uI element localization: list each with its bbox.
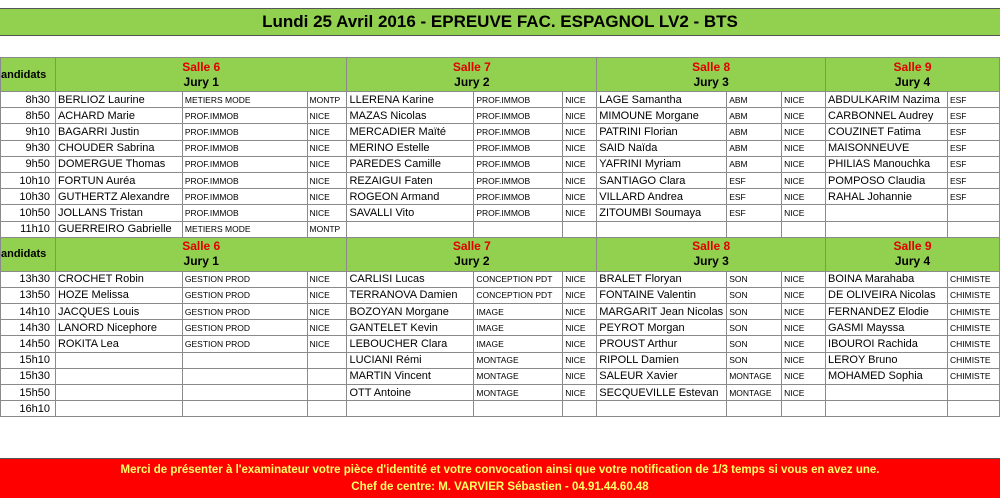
candidate-cell: MIMOUNE Morgane — [597, 108, 727, 124]
candidate-cell: PEYROT Morgan — [597, 320, 727, 336]
info-cell: MONTAGE — [727, 368, 782, 384]
info-cell: MONTAGE — [474, 368, 563, 384]
candidate-cell: MOHAMED Sophia — [826, 368, 948, 384]
info-cell: NICE — [782, 287, 826, 303]
info-cell: ESF — [947, 140, 999, 156]
slot-row — [1, 205, 1000, 221]
candidate-cell — [826, 385, 948, 401]
info-cell: ABM — [727, 140, 782, 156]
jury-label: Jury 2 — [454, 74, 490, 89]
info-cell — [307, 352, 347, 368]
info-cell: NICE — [563, 92, 597, 108]
info-cell: NICE — [563, 336, 597, 352]
info-cell: PROF.IMMOB — [182, 140, 307, 156]
info-cell: METIERS MODE — [182, 92, 307, 108]
salle-header — [55, 237, 347, 271]
info-cell: NICE — [782, 271, 826, 287]
info-cell: SON — [727, 320, 782, 336]
candidate-cell: VILLARD Andrea — [597, 189, 727, 205]
time-cell: 15h10 — [1, 352, 56, 368]
time-cell: 9h30 — [1, 140, 56, 156]
info-cell: PROF.IMMOB — [474, 156, 563, 172]
candidate-cell: JACQUES Louis — [55, 304, 182, 320]
candidate-cell: SALEUR Xavier — [597, 368, 727, 384]
candidate-cell: POMPOSO Claudia — [826, 172, 948, 188]
jury-label: Jury 2 — [454, 254, 490, 269]
candidats-header: andidats — [1, 237, 56, 271]
info-cell: ESF — [947, 108, 999, 124]
info-cell: PROF.IMMOB — [182, 205, 307, 221]
info-cell: PROF.IMMOB — [474, 92, 563, 108]
info-cell: CHIMISTE — [947, 320, 999, 336]
slot-row — [1, 336, 1000, 352]
slot-row — [1, 221, 1000, 237]
info-cell: NICE — [307, 156, 347, 172]
info-cell: SON — [727, 304, 782, 320]
info-cell: MONTAGE — [727, 385, 782, 401]
candidate-cell: BERLIOZ Laurine — [55, 92, 182, 108]
info-cell: PROF.IMMOB — [474, 172, 563, 188]
time-cell: 15h30 — [1, 368, 56, 384]
info-cell: CONCEPTION PDT — [474, 287, 563, 303]
info-cell: GESTION PROD — [182, 287, 307, 303]
info-cell: NICE — [307, 189, 347, 205]
info-cell: NICE — [307, 205, 347, 221]
time-cell: 15h50 — [1, 385, 56, 401]
info-cell — [182, 385, 307, 401]
info-cell: GESTION PROD — [182, 304, 307, 320]
candidate-cell: GASMI Mayssa — [826, 320, 948, 336]
candidate-cell — [55, 352, 182, 368]
candidate-cell: LUCIANI Rémi — [347, 352, 474, 368]
info-cell — [307, 401, 347, 417]
candidate-cell: GANTELET Kevin — [347, 320, 474, 336]
info-cell: CONCEPTION PDT — [474, 271, 563, 287]
salle-label: Salle 7 — [452, 59, 491, 74]
info-cell — [727, 401, 782, 417]
candidate-cell: ROGEON Armand — [347, 189, 474, 205]
candidate-cell: LEBOUCHER Clara — [347, 336, 474, 352]
candidate-cell: LLERENA Karine — [347, 92, 474, 108]
candidate-cell: PROUST Arthur — [597, 336, 727, 352]
candidate-cell: LANORD Nicephore — [55, 320, 182, 336]
slot-row — [1, 124, 1000, 140]
info-cell: NICE — [307, 336, 347, 352]
info-cell: PROF.IMMOB — [474, 205, 563, 221]
info-cell: NICE — [563, 385, 597, 401]
time-cell: 14h50 — [1, 336, 56, 352]
info-cell: MONTP — [307, 221, 347, 237]
info-cell: NICE — [782, 205, 826, 221]
info-cell: NICE — [307, 304, 347, 320]
salle-label: Salle 6 — [182, 239, 221, 254]
info-cell — [182, 352, 307, 368]
candidate-cell — [826, 221, 948, 237]
salle-label: Salle 9 — [893, 59, 932, 74]
candidate-cell: ZITOUMBI Soumaya — [597, 205, 727, 221]
salle-header-row — [1, 237, 1000, 271]
candidate-cell: BOINA Marahaba — [826, 271, 948, 287]
info-cell: NICE — [563, 140, 597, 156]
info-cell: NICE — [782, 304, 826, 320]
candidate-cell — [55, 368, 182, 384]
info-cell — [727, 221, 782, 237]
info-cell: NICE — [782, 172, 826, 188]
salle-label: Salle 9 — [893, 239, 932, 254]
slot-row — [1, 172, 1000, 188]
salle-header — [826, 237, 1000, 271]
schedule-table — [0, 57, 1000, 417]
slot-row — [1, 352, 1000, 368]
candidate-cell: SAVALLI Vito — [347, 205, 474, 221]
time-cell: 8h50 — [1, 108, 56, 124]
time-cell: 9h50 — [1, 156, 56, 172]
info-cell: ESF — [947, 124, 999, 140]
info-cell: MONTAGE — [474, 352, 563, 368]
candidate-cell: COUZINET Fatima — [826, 124, 948, 140]
candidate-cell: MERCADIER Maïté — [347, 124, 474, 140]
info-cell: CHIMISTE — [947, 336, 999, 352]
time-cell: 10h50 — [1, 205, 56, 221]
time-cell: 14h30 — [1, 320, 56, 336]
info-cell: PROF.IMMOB — [182, 156, 307, 172]
info-cell: METIERS MODE — [182, 221, 307, 237]
candidate-cell — [55, 401, 182, 417]
info-cell: NICE — [563, 320, 597, 336]
info-cell: NICE — [307, 140, 347, 156]
info-cell — [782, 401, 826, 417]
info-cell: SON — [727, 352, 782, 368]
info-cell: CHIMISTE — [947, 304, 999, 320]
info-cell: ESF — [727, 189, 782, 205]
candidate-cell: HOZE Melissa — [55, 287, 182, 303]
info-cell: CHIMISTE — [947, 352, 999, 368]
info-cell: PROF.IMMOB — [474, 189, 563, 205]
info-cell: NICE — [307, 108, 347, 124]
time-cell: 16h10 — [1, 401, 56, 417]
footer-banner — [0, 458, 1000, 498]
info-cell: ESF — [947, 156, 999, 172]
info-cell: NICE — [782, 336, 826, 352]
info-cell: NICE — [563, 368, 597, 384]
candidate-cell: PAREDES Camille — [347, 156, 474, 172]
candidate-cell: ROKITA Lea — [55, 336, 182, 352]
candidate-cell: MAISONNEUVE — [826, 140, 948, 156]
info-cell: CHIMISTE — [947, 368, 999, 384]
candidats-header: andidats — [1, 58, 56, 92]
salle-header — [347, 58, 597, 92]
time-cell: 9h10 — [1, 124, 56, 140]
info-cell: SON — [727, 336, 782, 352]
slot-row — [1, 271, 1000, 287]
info-cell: ESF — [727, 172, 782, 188]
candidate-cell: CHOUDER Sabrina — [55, 140, 182, 156]
footer-contact: Chef de centre: M. VARVIER Sébastien - 04.91.44.60.48 — [351, 480, 649, 493]
candidate-cell: MARTIN Vincent — [347, 368, 474, 384]
info-cell: ESF — [947, 172, 999, 188]
info-cell: NICE — [563, 108, 597, 124]
jury-label: Jury 1 — [183, 254, 219, 269]
info-cell: NICE — [307, 124, 347, 140]
candidate-cell: BAGARRI Justin — [55, 124, 182, 140]
candidate-cell: PHILIAS Manouchka — [826, 156, 948, 172]
info-cell: PROF.IMMOB — [474, 140, 563, 156]
candidate-cell — [347, 401, 474, 417]
candidate-cell: RAHAL Johannie — [826, 189, 948, 205]
info-cell: ABM — [727, 156, 782, 172]
info-cell — [947, 401, 999, 417]
slot-row — [1, 320, 1000, 336]
info-cell: CHIMISTE — [947, 287, 999, 303]
info-cell — [474, 401, 563, 417]
info-cell: GESTION PROD — [182, 336, 307, 352]
info-cell: IMAGE — [474, 336, 563, 352]
candidate-cell — [597, 221, 727, 237]
info-cell: NICE — [782, 385, 826, 401]
candidate-cell: REZAIGUI Faten — [347, 172, 474, 188]
candidate-cell: OTT Antoine — [347, 385, 474, 401]
info-cell: GESTION PROD — [182, 271, 307, 287]
info-cell: NICE — [782, 320, 826, 336]
info-cell: MONTAGE — [474, 385, 563, 401]
info-cell: ESF — [727, 205, 782, 221]
info-cell: NICE — [563, 352, 597, 368]
candidate-cell: MARGARIT Jean Nicolas — [597, 304, 727, 320]
info-cell: NICE — [782, 368, 826, 384]
info-cell: NICE — [563, 156, 597, 172]
info-cell: NICE — [563, 172, 597, 188]
info-cell — [563, 221, 597, 237]
info-cell: ESF — [947, 92, 999, 108]
info-cell: ABM — [727, 108, 782, 124]
candidate-cell — [347, 221, 474, 237]
slot-row — [1, 385, 1000, 401]
candidate-cell: SECQUEVILLE Estevan — [597, 385, 727, 401]
info-cell — [947, 205, 999, 221]
candidate-cell: PATRINI Florian — [597, 124, 727, 140]
candidate-cell: JOLLANS Tristan — [55, 205, 182, 221]
info-cell: NICE — [307, 287, 347, 303]
info-cell: NICE — [563, 287, 597, 303]
jury-label: Jury 3 — [693, 254, 729, 269]
candidate-cell: TERRANOVA Damien — [347, 287, 474, 303]
info-cell: NICE — [307, 271, 347, 287]
info-cell: PROF.IMMOB — [474, 124, 563, 140]
salle-header — [55, 58, 347, 92]
jury-label: Jury 4 — [894, 74, 931, 89]
info-cell — [563, 401, 597, 417]
info-cell: IMAGE — [474, 320, 563, 336]
info-cell: NICE — [782, 92, 826, 108]
candidate-cell: YAFRINI Myriam — [597, 156, 727, 172]
candidate-cell — [826, 205, 948, 221]
candidate-cell: RIPOLL Damien — [597, 352, 727, 368]
candidate-cell: FONTAINE Valentin — [597, 287, 727, 303]
info-cell — [182, 368, 307, 384]
slot-row — [1, 287, 1000, 303]
salle-label: Salle 8 — [692, 239, 731, 254]
slot-row — [1, 368, 1000, 384]
time-cell: 10h30 — [1, 189, 56, 205]
info-cell: ABM — [727, 92, 782, 108]
info-cell: GESTION PROD — [182, 320, 307, 336]
candidate-cell: DE OLIVEIRA Nicolas — [826, 287, 948, 303]
info-cell: NICE — [563, 189, 597, 205]
info-cell: NICE — [782, 108, 826, 124]
salle-label: Salle 8 — [692, 59, 731, 74]
info-cell: PROF.IMMOB — [182, 189, 307, 205]
info-cell: SON — [727, 287, 782, 303]
time-cell: 10h10 — [1, 172, 56, 188]
time-cell: 14h10 — [1, 304, 56, 320]
jury-label: Jury 4 — [894, 254, 931, 269]
slot-row — [1, 156, 1000, 172]
time-cell: 13h50 — [1, 287, 56, 303]
candidate-cell — [597, 401, 727, 417]
info-cell: ABM — [727, 124, 782, 140]
slot-row — [1, 401, 1000, 417]
salle-header — [597, 237, 826, 271]
slot-row — [1, 140, 1000, 156]
info-cell: IMAGE — [474, 304, 563, 320]
candidate-cell: CARBONNEL Audrey — [826, 108, 948, 124]
salle-header-row — [1, 58, 1000, 92]
info-cell: CHIMISTE — [947, 271, 999, 287]
info-cell — [307, 368, 347, 384]
info-cell: NICE — [782, 124, 826, 140]
candidate-cell: GUERREIRO Gabrielle — [55, 221, 182, 237]
info-cell: NICE — [563, 271, 597, 287]
info-cell: SON — [727, 271, 782, 287]
info-cell: NICE — [563, 304, 597, 320]
candidate-cell — [55, 385, 182, 401]
info-cell — [947, 221, 999, 237]
info-cell — [474, 221, 563, 237]
info-cell: NICE — [307, 320, 347, 336]
jury-label: Jury 3 — [693, 74, 729, 89]
info-cell: NICE — [782, 189, 826, 205]
slot-row — [1, 304, 1000, 320]
salle-label: Salle 6 — [182, 59, 221, 74]
footer-notice: Merci de présenter à l'examinateur votre pièce d'identité et votre convocation ainsi que votre notification de 1/3 temps si vous en avez une. — [120, 463, 880, 476]
candidate-cell: ACHARD Marie — [55, 108, 182, 124]
info-cell: NICE — [782, 140, 826, 156]
info-cell: ESF — [947, 189, 999, 205]
info-cell: PROF.IMMOB — [182, 124, 307, 140]
info-cell: MONTP — [307, 92, 347, 108]
info-cell: PROF.IMMOB — [182, 172, 307, 188]
info-cell — [182, 401, 307, 417]
candidate-cell: LAGE Samantha — [597, 92, 727, 108]
info-cell: PROF.IMMOB — [182, 108, 307, 124]
candidate-cell: CROCHET Robin — [55, 271, 182, 287]
time-cell: 13h30 — [1, 271, 56, 287]
candidate-cell: BRALET Floryan — [597, 271, 727, 287]
slot-row — [1, 189, 1000, 205]
jury-label: Jury 1 — [183, 74, 219, 89]
candidate-cell — [826, 401, 948, 417]
salle-header — [347, 237, 597, 271]
candidate-cell: CARLISI Lucas — [347, 271, 474, 287]
salle-header — [597, 58, 826, 92]
candidate-cell: DOMERGUE Thomas — [55, 156, 182, 172]
candidate-cell: IBOUROI Rachida — [826, 336, 948, 352]
candidate-cell: BOZOYAN Morgane — [347, 304, 474, 320]
time-cell: 8h30 — [1, 92, 56, 108]
candidate-cell: SAID Naïda — [597, 140, 727, 156]
info-cell: PROF.IMMOB — [474, 108, 563, 124]
candidate-cell: SANTIAGO Clara — [597, 172, 727, 188]
candidate-cell: MAZAS Nicolas — [347, 108, 474, 124]
candidate-cell: FERNANDEZ Elodie — [826, 304, 948, 320]
info-cell — [782, 221, 826, 237]
candidate-cell: GUTHERTZ Alexandre — [55, 189, 182, 205]
slot-row — [1, 92, 1000, 108]
candidate-cell: LEROY Bruno — [826, 352, 948, 368]
info-cell: NICE — [563, 124, 597, 140]
page-title: Lundi 25 Avril 2016 - EPREUVE FAC. ESPAGNOL LV2 - BTS — [0, 8, 1000, 36]
info-cell: NICE — [782, 156, 826, 172]
schedule-body — [1, 58, 1000, 417]
info-cell: NICE — [782, 352, 826, 368]
candidate-cell: FORTUN Auréa — [55, 172, 182, 188]
slot-row — [1, 108, 1000, 124]
info-cell — [307, 385, 347, 401]
candidate-cell: ABDULKARIM Nazima — [826, 92, 948, 108]
salle-label: Salle 7 — [452, 239, 491, 254]
info-cell: NICE — [307, 172, 347, 188]
time-cell: 11h10 — [1, 221, 56, 237]
candidate-cell: MERINO Estelle — [347, 140, 474, 156]
info-cell — [947, 385, 999, 401]
info-cell: NICE — [563, 205, 597, 221]
salle-header — [826, 58, 1000, 92]
